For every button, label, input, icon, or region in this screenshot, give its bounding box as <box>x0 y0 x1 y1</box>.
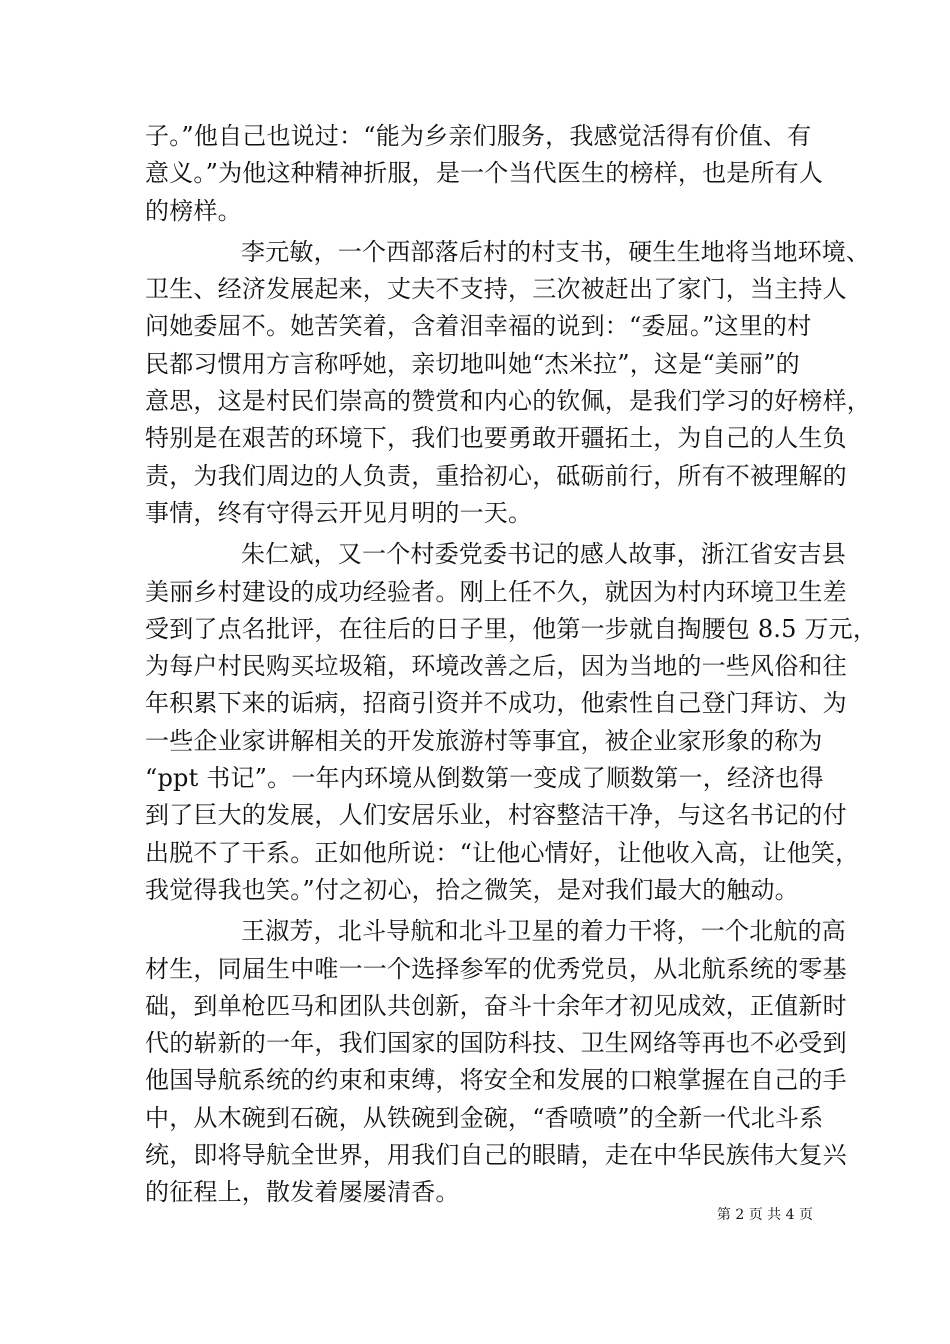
page-number-footer: 第 2 页 共 4 页 <box>716 1207 813 1223</box>
text-line: 王淑芳，北斗导航和北斗卫星的着力干将，一个北航的高 <box>241 917 846 946</box>
text-line: 卫生、经济发展起来，丈夫不支持，三次被赶出了家门，当主持人 <box>145 275 847 304</box>
text-line: 材生，同届生中唯一一个选择参军的优秀党员，从北航系统的零基 <box>145 954 847 983</box>
text-line: 责，为我们周边的人负责，重拾初心，砥砺前行，所有不被理解的 <box>145 461 847 490</box>
text-line: 子。”他自己也说过：“能为乡亲们服务，我感觉活得有价值、有 <box>145 122 812 150</box>
paragraph <box>145 118 824 230</box>
text-line: 李元敏，一个西部落后村的村支书，硬生生地将当地环境、 <box>241 237 871 266</box>
paragraph <box>145 234 871 532</box>
text-line: 到了巨大的发展，人们安居乐业，村容整洁干净，与这名书记的付 <box>145 801 847 830</box>
text-line: 美丽乡村建设的成功经验者。刚上任不久，就因为村内环境卫生差 <box>145 577 847 606</box>
text-line: 为每户村民购买垃圾箱，环境改善之后，因为当地的一些风俗和往 <box>145 652 847 681</box>
text-line: 的榜样。 <box>145 196 242 225</box>
document-body <box>145 118 878 1212</box>
text-line: 我觉得我也笑。”付之初心，拾之微笑，是对我们最大的触动。 <box>145 875 799 904</box>
text-line: 出脱不了干系。正如他所说：“让他心情好，让他收入高，让他笑， <box>145 838 860 867</box>
text-line: “ppt 书记”。一年内环境从倒数第一变成了顺数第一，经济也得 <box>145 764 824 793</box>
text-line: 意义。”为他这种精神折服，是一个当代医生的榜样，也是所有人 <box>145 159 824 188</box>
text-line: 他国导航系统的约束和束缚，将安全和发展的口粮掌握在自己的手 <box>145 1066 847 1095</box>
text-line: 础，到单枪匹马和团队共创新，奋斗十余年才初见成效，正值新时 <box>145 991 847 1020</box>
text-line: 民都习惯用方言称呼她，亲切地叫她“杰米拉”，这是“美丽”的 <box>145 349 800 378</box>
text-line: 特别是在艰苦的环境下，我们也要勇敢开疆拓土，为自己的人生负 <box>145 424 847 453</box>
paragraph <box>145 536 878 909</box>
text-line: 年积累下来的诟病，招商引资并不成功，他索性自己登门拜访、为 <box>145 689 847 718</box>
text-line: 意思，这是村民们崇高的赞赏和内心的钦佩，是我们学习的好榜样， <box>145 387 871 416</box>
text-line: 问她委屈不。她苦笑着，含着泪幸福的说到：“委屈。”这里的村 <box>145 312 812 341</box>
paragraph <box>145 913 847 1211</box>
text-line: 受到了点名批评，在往后的日子里，他第一步就自掏腰包 8.5 万元， <box>145 614 878 643</box>
text-line: 事情，终有守得云开见月明的一天。 <box>145 498 533 527</box>
text-line: 一些企业家讲解相关的开发旅游村等事宜，被企业家形象的称为 <box>145 726 823 755</box>
text-line: 代的崭新的一年，我们国家的国防科技、卫生网络等再也不必受到 <box>145 1029 847 1058</box>
text-line: 朱仁斌，又一个村委党委书记的感人故事，浙江省安吉县 <box>241 540 846 569</box>
text-line: 中，从木碗到石碗，从铁碗到金碗，“香喷喷”的全新一代北斗系 <box>145 1103 824 1132</box>
text-line: 的征程上，散发着屡屡清香。 <box>145 1178 460 1207</box>
text-line: 统，即将导航全世界，用我们自己的眼睛，走在中华民族伟大复兴 <box>145 1141 847 1170</box>
